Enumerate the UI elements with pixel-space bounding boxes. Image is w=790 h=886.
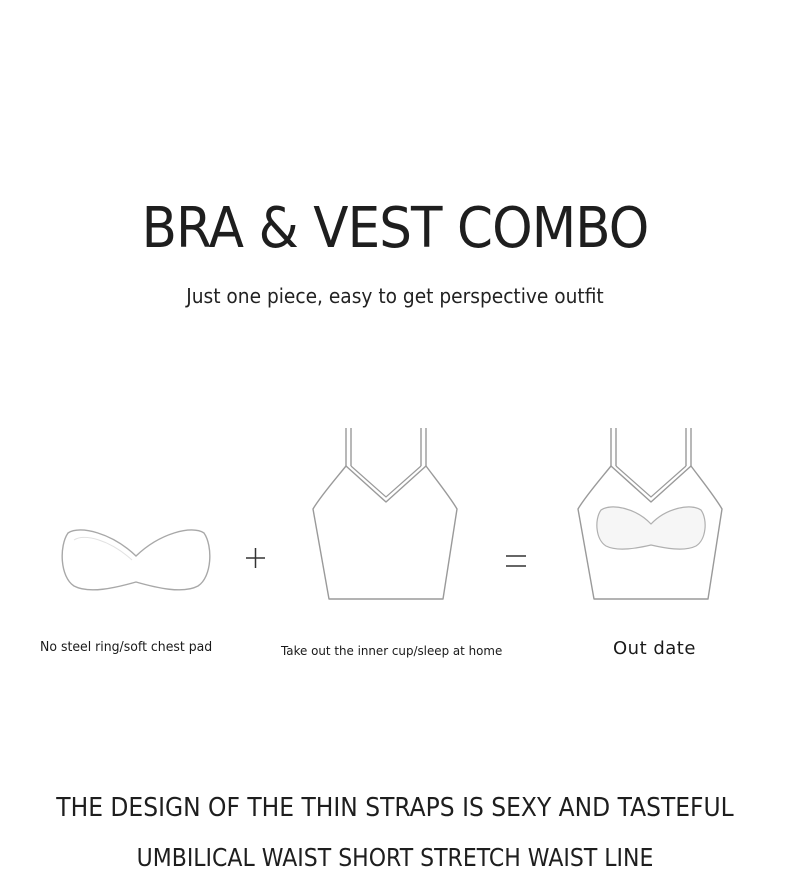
chest-pad-icon bbox=[62, 530, 210, 590]
feature-line-straps: THE DESIGN OF THE THIN STRAPS IS SEXY AND TASTEFUL bbox=[56, 793, 734, 823]
camisole-vest-icon bbox=[313, 428, 457, 599]
camisole-with-pad-icon bbox=[578, 428, 722, 599]
caption-vest: Take out the inner cup/sleep at home bbox=[281, 643, 503, 658]
page-subtitle: Just one piece, easy to get perspective outfit bbox=[186, 284, 604, 308]
caption-out-date: Out date bbox=[613, 638, 696, 659]
equals-icon bbox=[506, 556, 526, 566]
page-title: BRA & VEST COMBO bbox=[141, 196, 649, 261]
feature-line-waist: UMBILICAL WAIST SHORT STRETCH WAIST LINE bbox=[136, 843, 654, 872]
plus-icon bbox=[246, 548, 265, 568]
caption-chest-pad: No steel ring/soft chest pad bbox=[40, 640, 213, 655]
